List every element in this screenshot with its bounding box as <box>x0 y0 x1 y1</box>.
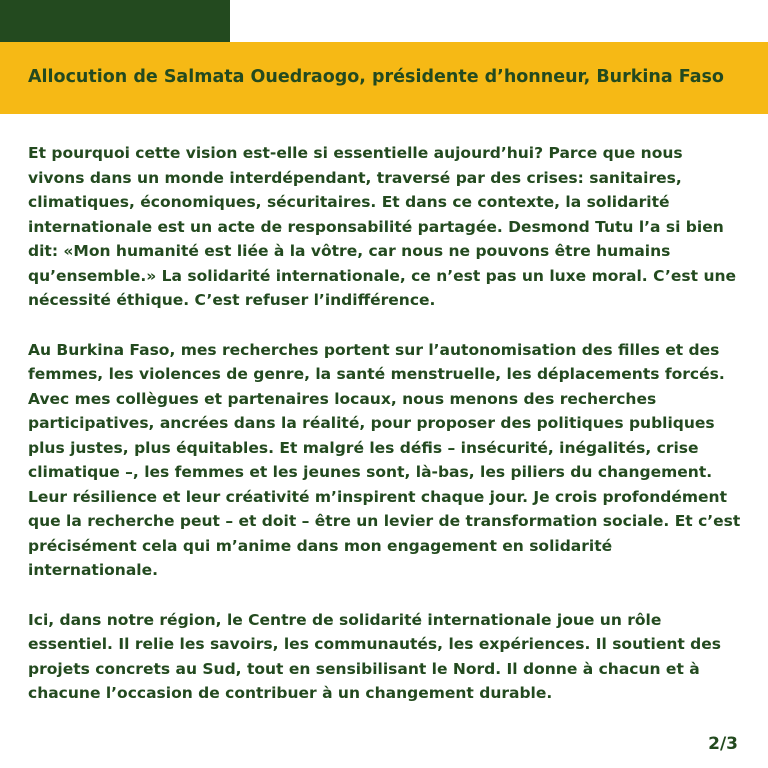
speech-body <box>28 141 744 706</box>
corner-accent-block <box>0 0 230 42</box>
paragraph-research: Au Burkina Faso, mes recherches portent sur l’autonomisation des filles et des femmes, les violences de genre, la santé menstruelle, les déplacements forcés. Avec mes collègues et partenaires locaux, nous menons des recherches participatives, ancrées dans la réalité, pour proposer des politiques publiques plus justes, plus équitables. Et malgré les défis – insécurité, inégalités, crise climatique –, les femmes et les jeunes sont, là-bas, les piliers du changement. Leur résilience et leur créativité m’inspirent chaque jour. Je crois profondément que la recherche peut – et doit – être un levier de transformation sociale. Et c’est précisément cela qui m’anime dans mon engagement en solidarité internationale. <box>28 340 741 579</box>
paragraph-vision: Et pourquoi cette vision est-elle si essentielle aujourd’hui? Parce que nous vivons dans un monde interdépendant, traversé par des crises: sanitaires, climatiques, économiques, sécuritaires. Et dans ce contexte, la solidarité internationale est un acte de responsabilité partagée. Desmond Tutu l’a si bien dit: «Mon humanité est liée à la vôtre, car nous ne pouvons être humains qu’ensemble.» La solidarité internationale, ce n’est pas un luxe moral. C’est une nécessité éthique. C’est refuser l’indifférence. <box>28 144 737 309</box>
page-title: Allocution de Salmata Ouedraogo, présidente d’honneur, Burkina Faso <box>28 67 724 87</box>
page-indicator: 2/3 <box>708 734 738 754</box>
paragraph-centre: Ici, dans notre région, le Centre de solidarité internationale joue un rôle essentiel. Il relie les savoirs, les communautés, les expériences. Il soutient des projets concrets au Sud, tout en sensibilisant le Nord. Il donne à chacun et à chacune l’occasion de contribuer à un changement durable. <box>28 610 722 702</box>
title-banner <box>0 42 768 114</box>
